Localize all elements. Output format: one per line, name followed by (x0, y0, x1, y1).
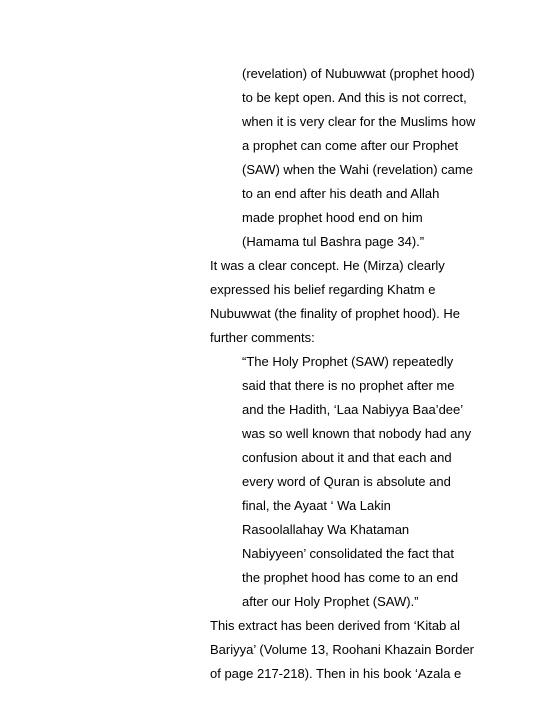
quote-line: to be kept open. And this is not correct, (242, 90, 467, 105)
quote-line: after our Holy Prophet (SAW).” (242, 594, 419, 609)
quote-line: (revelation) of Nubuwwat (prophet hood) (242, 66, 475, 81)
quote-line: Nabiyyeen’ consolidated the fact that (242, 546, 454, 561)
paragraph-line: Bariyya’ (Volume 13, Roohani Khazain Border (210, 642, 474, 657)
quote-line: made prophet hood end on him (242, 210, 423, 225)
quote-line: “The Holy Prophet (SAW) repeatedly (242, 354, 454, 369)
quote-line: every word of Quran is absolute and (242, 474, 451, 489)
quote-line: a prophet can come after our Prophet (242, 138, 459, 153)
quote-line: Rasoolallahay Wa Khataman (242, 522, 410, 537)
quote-line: (SAW) when the Wahi (revelation) came (242, 162, 473, 177)
paragraph-line: Nubuwwat (the finality of prophet hood). He (210, 306, 461, 321)
paragraph-line: further comments: (210, 330, 315, 345)
quote-line: to an end after his death and Allah (242, 186, 440, 201)
quote-line: said that there is no prophet after me (242, 378, 455, 393)
quote-line: (Hamama tul Bashra page 34).” (242, 234, 425, 249)
quote-line: the prophet hood has come to an end (242, 570, 459, 585)
quote-line: was so well known that nobody had any (242, 426, 472, 441)
paragraph-line: It was a clear concept. He (Mirza) clearly (210, 258, 445, 273)
quote-line: confusion about it and that each and (242, 450, 452, 465)
quote-line: final, the Ayaat ‘ Wa Lakin (242, 498, 391, 513)
quote-line: when it is very clear for the Muslims how (242, 114, 476, 129)
paragraph-line: This extract has been derived from ‘Kitab al (210, 618, 461, 633)
quote-line: and the Hadith, ‘Laa Nabiyya Baa’dee’ (242, 402, 464, 417)
paragraph-line: expressed his belief regarding Khatm e (210, 282, 436, 297)
paragraph-line: of page 217-218). Then in his book ‘Azala e (210, 666, 462, 681)
